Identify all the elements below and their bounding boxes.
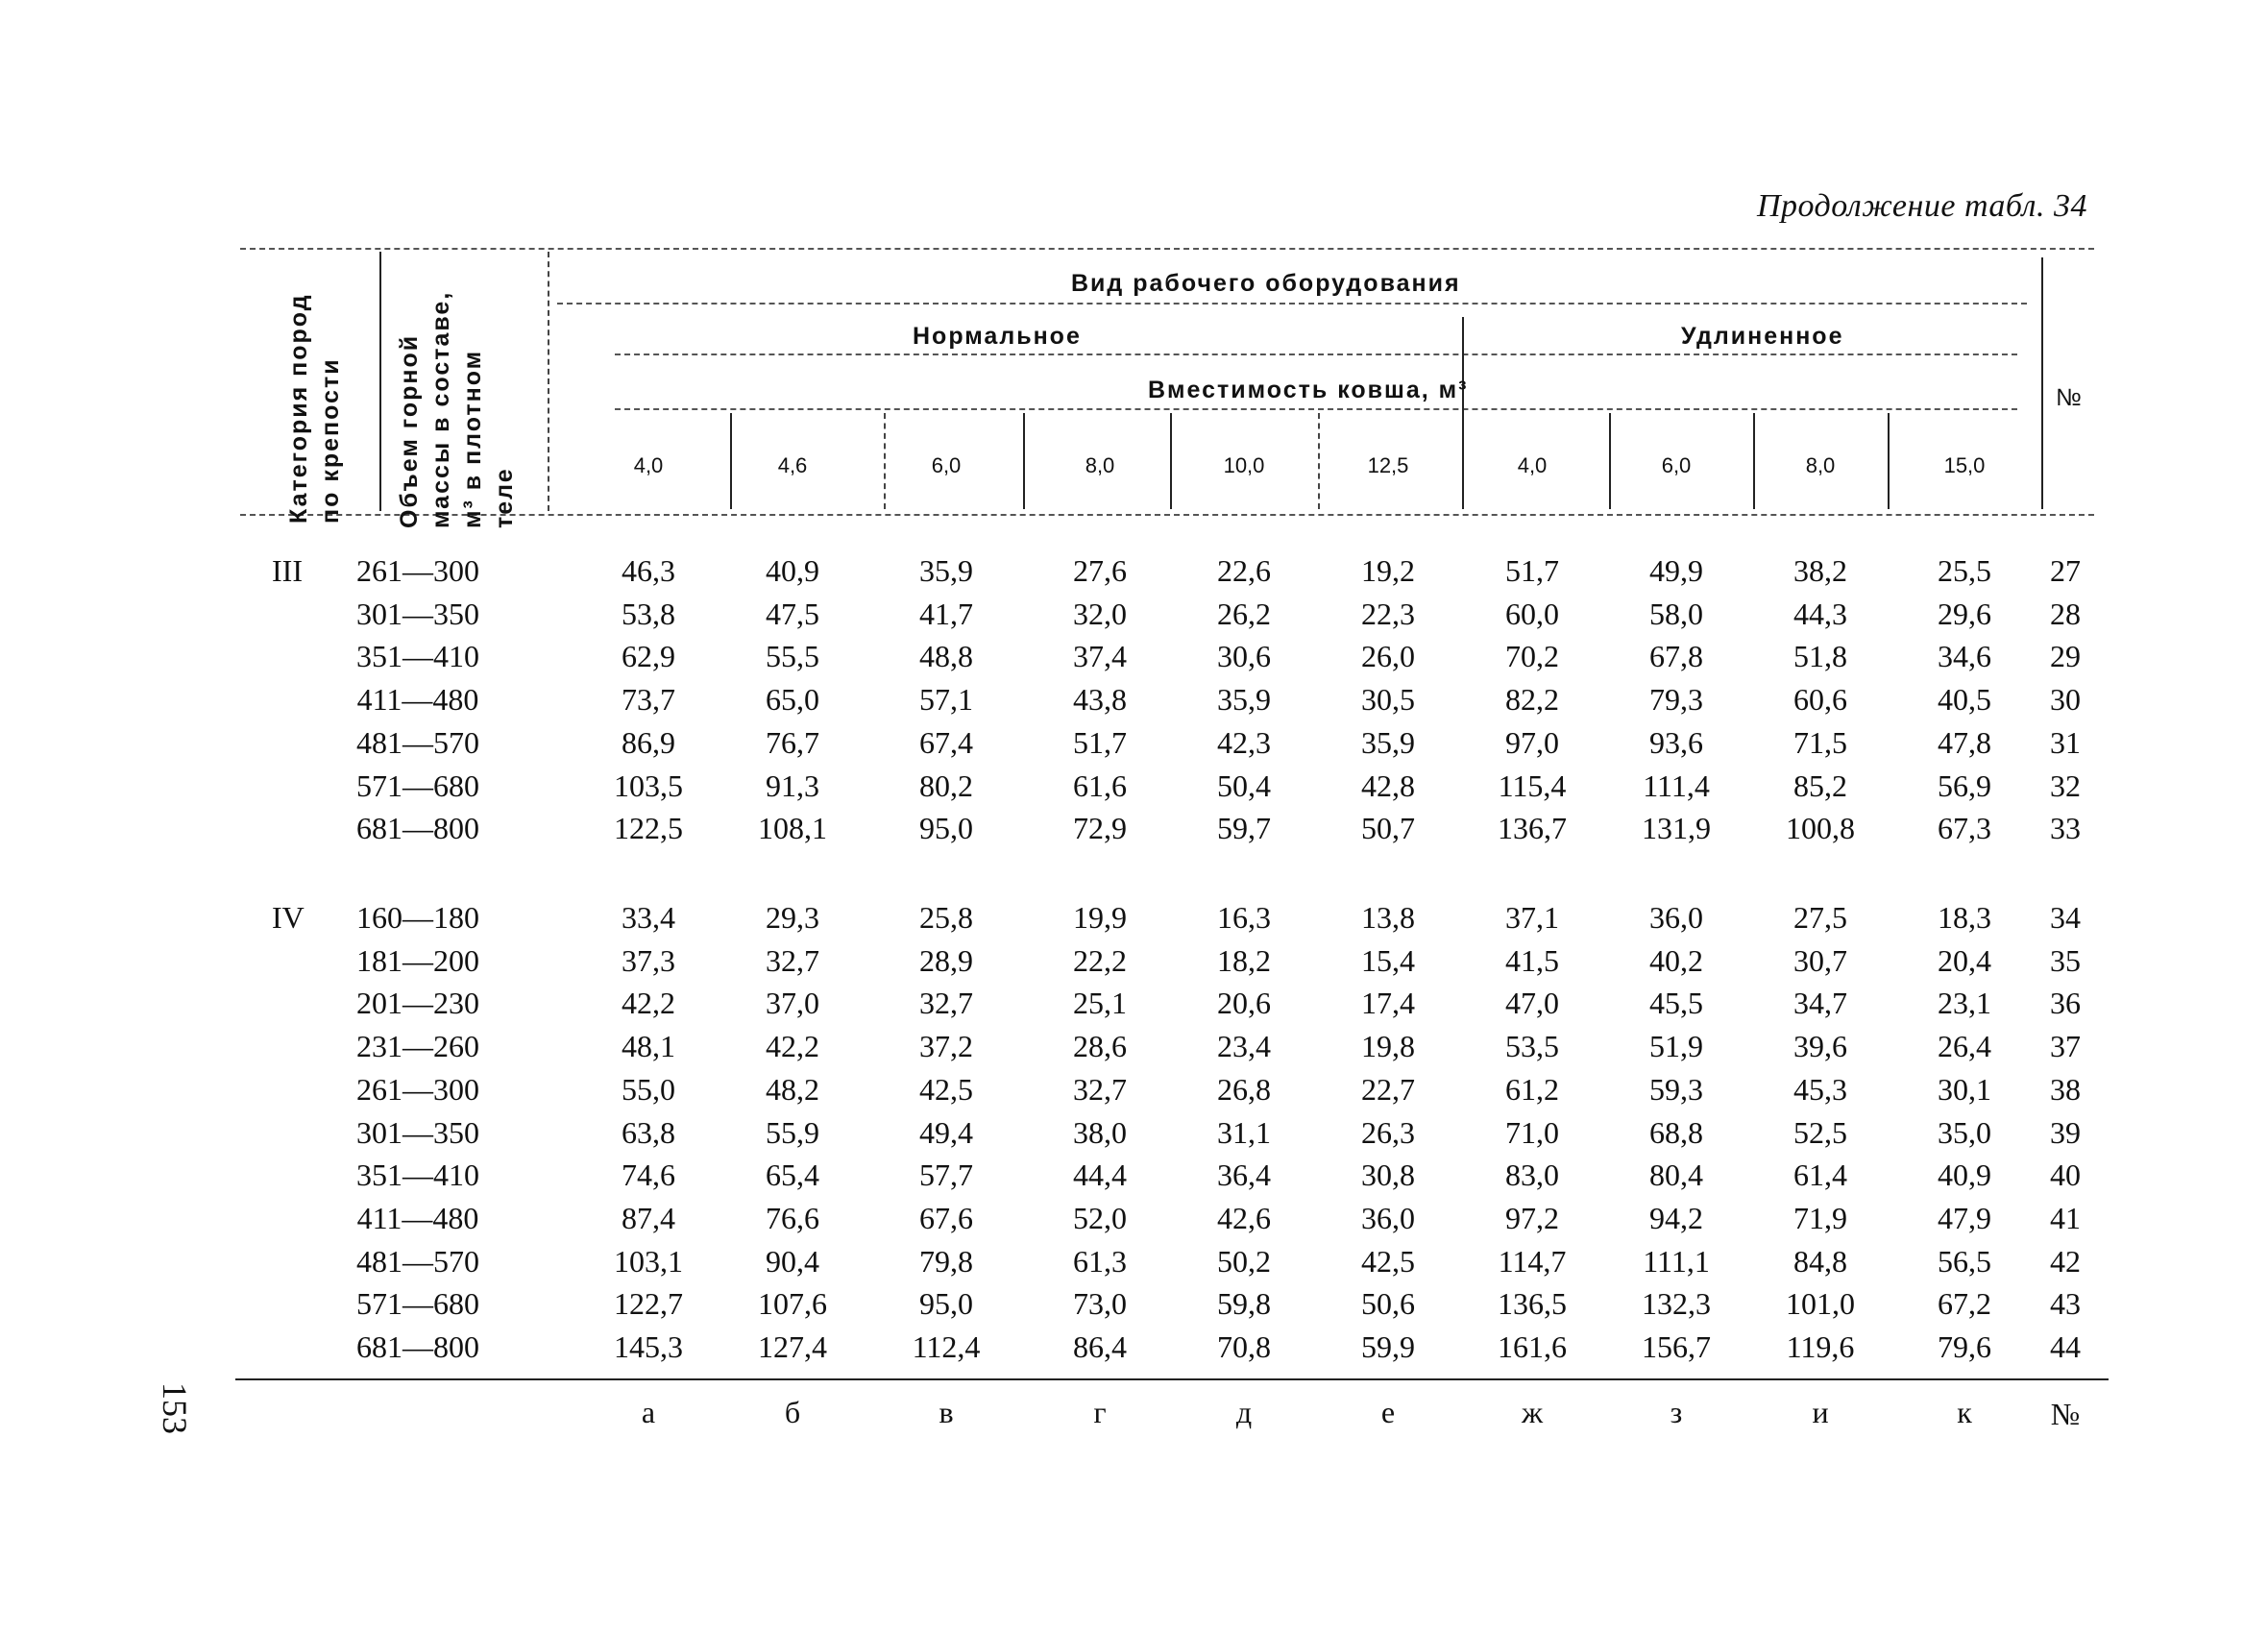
table-cell: 70,2 bbox=[1505, 639, 1559, 674]
table-cell: 76,6 bbox=[766, 1200, 819, 1235]
table-row-number: 41 bbox=[2050, 1200, 2081, 1235]
table-cell: 17,4 bbox=[1361, 986, 1415, 1021]
table-cell: 71,5 bbox=[1793, 724, 1847, 760]
table-row-range: 571—680 bbox=[356, 1286, 479, 1322]
table-cell: 44,3 bbox=[1793, 596, 1847, 631]
table-cell: 42,3 bbox=[1217, 724, 1271, 760]
table-cell: 112,4 bbox=[912, 1329, 981, 1364]
table-cell: 26,0 bbox=[1361, 639, 1415, 674]
table-cell: 48,8 bbox=[919, 639, 973, 674]
table-cell: 48,1 bbox=[622, 1029, 675, 1064]
table-cell: 22,2 bbox=[1073, 942, 1127, 978]
table-cell: 55,5 bbox=[766, 639, 819, 674]
table-cell: 42,2 bbox=[766, 1029, 819, 1064]
table-cell: 59,3 bbox=[1649, 1071, 1703, 1107]
table-cell: 87,4 bbox=[622, 1200, 675, 1235]
table-cell: 86,9 bbox=[622, 724, 675, 760]
table-cell: 51,7 bbox=[1073, 724, 1127, 760]
table-cell: 79,3 bbox=[1649, 682, 1703, 718]
table-cell: 40,2 bbox=[1649, 942, 1703, 978]
table-row-range: 571—680 bbox=[356, 768, 479, 803]
table-row-range: 231—260 bbox=[356, 1029, 479, 1064]
table-cell: 30,7 bbox=[1793, 942, 1847, 978]
table-cell: 136,5 bbox=[1498, 1286, 1567, 1322]
table-cell: 53,5 bbox=[1505, 1029, 1559, 1064]
table-cell: 47,9 bbox=[1938, 1200, 1991, 1235]
table-cell: 61,2 bbox=[1505, 1071, 1559, 1107]
table-cell: 62,9 bbox=[622, 639, 675, 674]
type-rule bbox=[615, 353, 2017, 355]
footer-column-letter: а bbox=[641, 1395, 656, 1429]
table-cell: 73,7 bbox=[622, 682, 675, 718]
table-cell: 79,6 bbox=[1938, 1329, 1991, 1364]
table-cell: 36,4 bbox=[1217, 1158, 1271, 1193]
table-cell: 68,8 bbox=[1649, 1114, 1703, 1150]
table-bottom-rule bbox=[235, 1378, 2109, 1380]
table-cell: 26,8 bbox=[1217, 1071, 1271, 1107]
table-cell: 39,6 bbox=[1793, 1029, 1847, 1064]
table-cell: 94,2 bbox=[1649, 1200, 1703, 1235]
table-row-number: 39 bbox=[2050, 1114, 2081, 1150]
header-number: № bbox=[2056, 384, 2084, 411]
table-row-number: 36 bbox=[2050, 986, 2081, 1021]
table-cell: 19,2 bbox=[1361, 553, 1415, 588]
table-cell: 61,3 bbox=[1073, 1243, 1127, 1279]
table-cell: 49,9 bbox=[1649, 553, 1703, 588]
table-cell: 97,0 bbox=[1505, 724, 1559, 760]
table-cell: 67,3 bbox=[1938, 811, 1991, 846]
footer-column-letter: к bbox=[1957, 1395, 1972, 1429]
table-cell: 34,7 bbox=[1793, 986, 1847, 1021]
table-cell: 65,4 bbox=[766, 1158, 819, 1193]
table-cell: 52,0 bbox=[1073, 1200, 1127, 1235]
table-cell: 32,0 bbox=[1073, 596, 1127, 631]
table-cell: 95,0 bbox=[919, 1286, 973, 1322]
table-cell: 35,9 bbox=[919, 553, 973, 588]
header-volume: Объем горной массы в составе, м³ в плотном теле bbox=[396, 290, 518, 528]
header-capacity: Вместимость ковша, м³ bbox=[1148, 377, 1469, 403]
table-cell: 25,5 bbox=[1938, 553, 1991, 588]
table-cell: 103,5 bbox=[614, 768, 683, 803]
table-cell: 25,8 bbox=[919, 900, 973, 935]
header-category: Категория пород по крепости bbox=[285, 293, 344, 524]
header-subcol-9: 8,0 bbox=[1805, 453, 1836, 477]
table-cell: 37,2 bbox=[919, 1029, 973, 1064]
table-cell: 37,1 bbox=[1505, 900, 1559, 935]
table-cell: 31,1 bbox=[1217, 1114, 1271, 1150]
table-row-number: 44 bbox=[2050, 1329, 2081, 1364]
table-cell: 48,2 bbox=[766, 1071, 819, 1107]
footer-column-letter: ж bbox=[1521, 1395, 1544, 1429]
table-cell: 20,6 bbox=[1217, 986, 1271, 1021]
table-cell: 55,9 bbox=[766, 1114, 819, 1150]
table-cell: 58,0 bbox=[1649, 596, 1703, 631]
table-row-range: 261—300 bbox=[356, 553, 479, 588]
table-cell: 65,0 bbox=[766, 682, 819, 718]
table-cell: 43,8 bbox=[1073, 682, 1127, 718]
table-cell: 80,2 bbox=[919, 768, 973, 803]
table-cell: 67,4 bbox=[919, 724, 973, 760]
table-cell: 107,6 bbox=[758, 1286, 827, 1322]
table-row-number: 32 bbox=[2050, 768, 2081, 803]
table-cell: 27,6 bbox=[1073, 553, 1127, 588]
table-cell: 35,0 bbox=[1938, 1114, 1991, 1150]
table-cell: 101,0 bbox=[1786, 1286, 1855, 1322]
header-subcol-7: 4,0 bbox=[1517, 453, 1548, 477]
table-cell: 100,8 bbox=[1786, 811, 1855, 846]
table-cell: 67,8 bbox=[1649, 639, 1703, 674]
table-cell: 51,9 bbox=[1649, 1029, 1703, 1064]
table-row-number: 35 bbox=[2050, 942, 2081, 978]
table-cell: 60,0 bbox=[1505, 596, 1559, 631]
table-cell: 18,2 bbox=[1217, 942, 1271, 978]
table-row-number: 28 bbox=[2050, 596, 2081, 631]
table-cell: 42,5 bbox=[1361, 1243, 1415, 1279]
table-cell: 114,7 bbox=[1498, 1243, 1567, 1279]
table-cell: 71,0 bbox=[1505, 1114, 1559, 1150]
table-cell: 26,2 bbox=[1217, 596, 1271, 631]
table-cell: 115,4 bbox=[1498, 768, 1567, 803]
table-row-range: 681—800 bbox=[356, 811, 479, 846]
table-cell: 40,9 bbox=[766, 553, 819, 588]
table-cell: 40,5 bbox=[1938, 682, 1991, 718]
header-subcol-2: 4,6 bbox=[777, 453, 808, 477]
table-cell: 132,3 bbox=[1642, 1286, 1711, 1322]
table-row-number: 27 bbox=[2050, 553, 2081, 588]
header-divider bbox=[1023, 413, 1025, 509]
capacity-rule bbox=[615, 408, 2017, 410]
table-cell: 29,6 bbox=[1938, 596, 1991, 631]
table-row-range: 351—410 bbox=[356, 639, 479, 674]
table-cell: 56,9 bbox=[1938, 768, 1991, 803]
table-cell: 95,0 bbox=[919, 811, 973, 846]
table-cell: 50,7 bbox=[1361, 811, 1415, 846]
table-cell: 82,2 bbox=[1505, 682, 1559, 718]
table-cell: 19,8 bbox=[1361, 1029, 1415, 1064]
table-cell: 127,4 bbox=[758, 1329, 827, 1364]
table-cell: 32,7 bbox=[766, 942, 819, 978]
table-cell: 30,6 bbox=[1217, 639, 1271, 674]
table-cell: 85,2 bbox=[1793, 768, 1847, 803]
table-row-number: 37 bbox=[2050, 1029, 2081, 1064]
table-cell: 26,4 bbox=[1938, 1029, 1991, 1064]
table-cell: 51,8 bbox=[1793, 639, 1847, 674]
table-cell: 42,5 bbox=[919, 1071, 973, 1107]
table-cell: 13,8 bbox=[1361, 900, 1415, 935]
table-cell: 59,8 bbox=[1217, 1286, 1271, 1322]
footer-column-letter: б bbox=[784, 1395, 801, 1429]
header-subcol-6: 12,5 bbox=[1367, 453, 1409, 477]
table-cell: 46,3 bbox=[622, 553, 675, 588]
header-normal: Нормальное bbox=[913, 323, 1082, 350]
table-cell: 73,0 bbox=[1073, 1286, 1127, 1322]
footer-column-letter: з bbox=[1670, 1395, 1683, 1429]
header-equipment: Вид рабочего оборудования bbox=[1071, 270, 1461, 297]
header-subcol-4: 8,0 bbox=[1085, 453, 1115, 477]
table-cell: 60,6 bbox=[1793, 682, 1847, 718]
header-subcol-8: 6,0 bbox=[1661, 453, 1692, 477]
table-row-range: 351—410 bbox=[356, 1158, 479, 1193]
category-label: III bbox=[272, 553, 303, 588]
table-row-range: 160—180 bbox=[356, 900, 479, 935]
table-cell: 161,6 bbox=[1498, 1329, 1567, 1364]
table-cell: 91,3 bbox=[766, 768, 819, 803]
table-cell: 18,3 bbox=[1938, 900, 1991, 935]
table-cell: 122,5 bbox=[614, 811, 683, 846]
table-cell: 59,9 bbox=[1361, 1329, 1415, 1364]
table-row-range: 261—300 bbox=[356, 1071, 479, 1107]
table-cell: 29,3 bbox=[766, 900, 819, 935]
table-cell: 20,4 bbox=[1938, 942, 1991, 978]
header-divider bbox=[2041, 257, 2043, 509]
table-cell: 67,2 bbox=[1938, 1286, 1991, 1322]
table-cell: 119,6 bbox=[1786, 1329, 1855, 1364]
table-cell: 156,7 bbox=[1642, 1329, 1711, 1364]
header-divider bbox=[548, 252, 549, 511]
table-cell: 27,5 bbox=[1793, 900, 1847, 935]
table-cell: 16,3 bbox=[1217, 900, 1271, 935]
table-cell: 36,0 bbox=[1361, 1200, 1415, 1235]
footer-column-letter: и bbox=[1812, 1395, 1829, 1429]
footer-column-letter: д bbox=[1235, 1395, 1253, 1429]
footer-column-letter: в bbox=[939, 1395, 954, 1429]
table-cell: 97,2 bbox=[1505, 1200, 1559, 1235]
table-cell: 50,4 bbox=[1217, 768, 1271, 803]
table-cell: 80,4 bbox=[1649, 1158, 1703, 1193]
table-cell: 76,7 bbox=[766, 724, 819, 760]
header-subcol-3: 6,0 bbox=[931, 453, 962, 477]
table-cell: 33,4 bbox=[622, 900, 675, 935]
table-cell: 23,4 bbox=[1217, 1029, 1271, 1064]
footer-number-label: № bbox=[2050, 1397, 2081, 1431]
header-divider bbox=[1462, 317, 1464, 509]
table-cell: 30,8 bbox=[1361, 1158, 1415, 1193]
table-cell: 22,3 bbox=[1361, 596, 1415, 631]
table-cell: 37,4 bbox=[1073, 639, 1127, 674]
table-cell: 38,0 bbox=[1073, 1114, 1127, 1150]
table-cell: 35,9 bbox=[1217, 682, 1271, 718]
table-row-number: 42 bbox=[2050, 1243, 2081, 1279]
table-cell: 50,6 bbox=[1361, 1286, 1415, 1322]
table-cell: 41,5 bbox=[1505, 942, 1559, 978]
table-cell: 42,2 bbox=[622, 986, 675, 1021]
table-cell: 35,9 bbox=[1361, 724, 1415, 760]
table-cell: 59,7 bbox=[1217, 811, 1271, 846]
table-cell: 111,4 bbox=[1643, 768, 1710, 803]
table-cell: 32,7 bbox=[919, 986, 973, 1021]
header-subcol-1: 4,0 bbox=[633, 453, 664, 477]
table-cell: 71,9 bbox=[1793, 1200, 1847, 1235]
table-cell: 67,6 bbox=[919, 1200, 973, 1235]
table-cell: 36,0 bbox=[1649, 900, 1703, 935]
header-top-rule bbox=[240, 248, 2094, 250]
table-row-range: 181—200 bbox=[356, 942, 479, 978]
table-cell: 74,6 bbox=[622, 1158, 675, 1193]
table-cell: 50,2 bbox=[1217, 1243, 1271, 1279]
table-cell: 51,7 bbox=[1505, 553, 1559, 588]
table-cell: 136,7 bbox=[1498, 811, 1567, 846]
table-cell: 41,7 bbox=[919, 596, 973, 631]
table-cell: 22,7 bbox=[1361, 1071, 1415, 1107]
table-cell: 45,3 bbox=[1793, 1071, 1847, 1107]
table-cell: 34,6 bbox=[1938, 639, 1991, 674]
table-row-number: 30 bbox=[2050, 682, 2081, 718]
table-row-range: 481—570 bbox=[356, 724, 479, 760]
table-row-number: 43 bbox=[2050, 1286, 2081, 1322]
table-cell: 70,8 bbox=[1217, 1329, 1271, 1364]
table-cell: 37,3 bbox=[622, 942, 675, 978]
header-divider bbox=[379, 252, 381, 511]
table-row-number: 38 bbox=[2050, 1071, 2081, 1107]
category-label: IV bbox=[272, 900, 305, 935]
table-cell: 38,2 bbox=[1793, 553, 1847, 588]
table-cell: 52,5 bbox=[1793, 1114, 1847, 1150]
table-cell: 15,4 bbox=[1361, 942, 1415, 978]
table-cell: 131,9 bbox=[1642, 811, 1711, 846]
table-cell: 19,9 bbox=[1073, 900, 1127, 935]
table-cell: 79,8 bbox=[919, 1243, 973, 1279]
table-cell: 28,9 bbox=[919, 942, 973, 978]
table-row-number: 40 bbox=[2050, 1158, 2081, 1193]
table-cell: 61,4 bbox=[1793, 1158, 1847, 1193]
table-cell: 40,9 bbox=[1938, 1158, 1991, 1193]
table-row-number: 34 bbox=[2050, 900, 2081, 935]
table-cell: 61,6 bbox=[1073, 768, 1127, 803]
table-cell: 86,4 bbox=[1073, 1329, 1127, 1364]
table-cell: 47,5 bbox=[766, 596, 819, 631]
table-cell: 23,1 bbox=[1938, 986, 1991, 1021]
page-number: 153 bbox=[156, 1382, 194, 1434]
table-row-range: 481—570 bbox=[356, 1243, 479, 1279]
table-row-number: 31 bbox=[2050, 724, 2081, 760]
table-cell: 56,5 bbox=[1938, 1243, 1991, 1279]
table-cell: 47,0 bbox=[1505, 986, 1559, 1021]
table-cell: 44,4 bbox=[1073, 1158, 1127, 1193]
table-cell: 30,5 bbox=[1361, 682, 1415, 718]
table-cell: 53,8 bbox=[622, 596, 675, 631]
table-cell: 103,1 bbox=[614, 1243, 683, 1279]
table-row-range: 301—350 bbox=[356, 1114, 479, 1150]
table-row-range: 411—480 bbox=[356, 682, 479, 718]
table-cell: 32,7 bbox=[1073, 1071, 1127, 1107]
table-cell: 28,6 bbox=[1073, 1029, 1127, 1064]
table-cell: 22,6 bbox=[1217, 553, 1271, 588]
table-row-range: 201—230 bbox=[356, 986, 479, 1021]
footer-column-letter: г bbox=[1093, 1395, 1107, 1429]
table-cell: 26,3 bbox=[1361, 1114, 1415, 1150]
table-cell: 83,0 bbox=[1505, 1158, 1559, 1193]
header-extended: Удлиненное bbox=[1681, 323, 1844, 350]
header-subcol-10: 15,0 bbox=[1943, 453, 1986, 477]
table-row-range: 681—800 bbox=[356, 1329, 479, 1364]
table-cell: 55,0 bbox=[622, 1071, 675, 1107]
equipment-rule bbox=[557, 303, 2027, 305]
table-cell: 57,1 bbox=[919, 682, 973, 718]
header-subcol-5: 10,0 bbox=[1223, 453, 1265, 477]
table-cell: 145,3 bbox=[614, 1329, 683, 1364]
table-cell: 42,8 bbox=[1361, 768, 1415, 803]
table-row-range: 411—480 bbox=[356, 1200, 479, 1235]
table-row-number: 29 bbox=[2050, 639, 2081, 674]
table-cell: 122,7 bbox=[614, 1286, 683, 1322]
table-cell: 47,8 bbox=[1938, 724, 1991, 760]
footer-column-letter: е bbox=[1380, 1395, 1396, 1429]
table-cell: 108,1 bbox=[758, 811, 827, 846]
table-cell: 30,1 bbox=[1938, 1071, 1991, 1107]
table-cell: 37,0 bbox=[766, 986, 819, 1021]
table-cell: 57,7 bbox=[919, 1158, 973, 1193]
table-cell: 72,9 bbox=[1073, 811, 1127, 846]
table-row-number: 33 bbox=[2050, 811, 2081, 846]
table-cell: 42,6 bbox=[1217, 1200, 1271, 1235]
table-cell: 25,1 bbox=[1073, 986, 1127, 1021]
table-cell: 63,8 bbox=[622, 1114, 675, 1150]
table-cell: 111,1 bbox=[1643, 1243, 1710, 1279]
table-cell: 93,6 bbox=[1649, 724, 1703, 760]
table-cell: 49,4 bbox=[919, 1114, 973, 1150]
table-caption: Продолжение табл. 34 bbox=[1756, 188, 2087, 224]
table-cell: 45,5 bbox=[1649, 986, 1703, 1021]
table-cell: 84,8 bbox=[1793, 1243, 1847, 1279]
table-row-range: 301—350 bbox=[356, 596, 479, 631]
table-cell: 90,4 bbox=[766, 1243, 819, 1279]
